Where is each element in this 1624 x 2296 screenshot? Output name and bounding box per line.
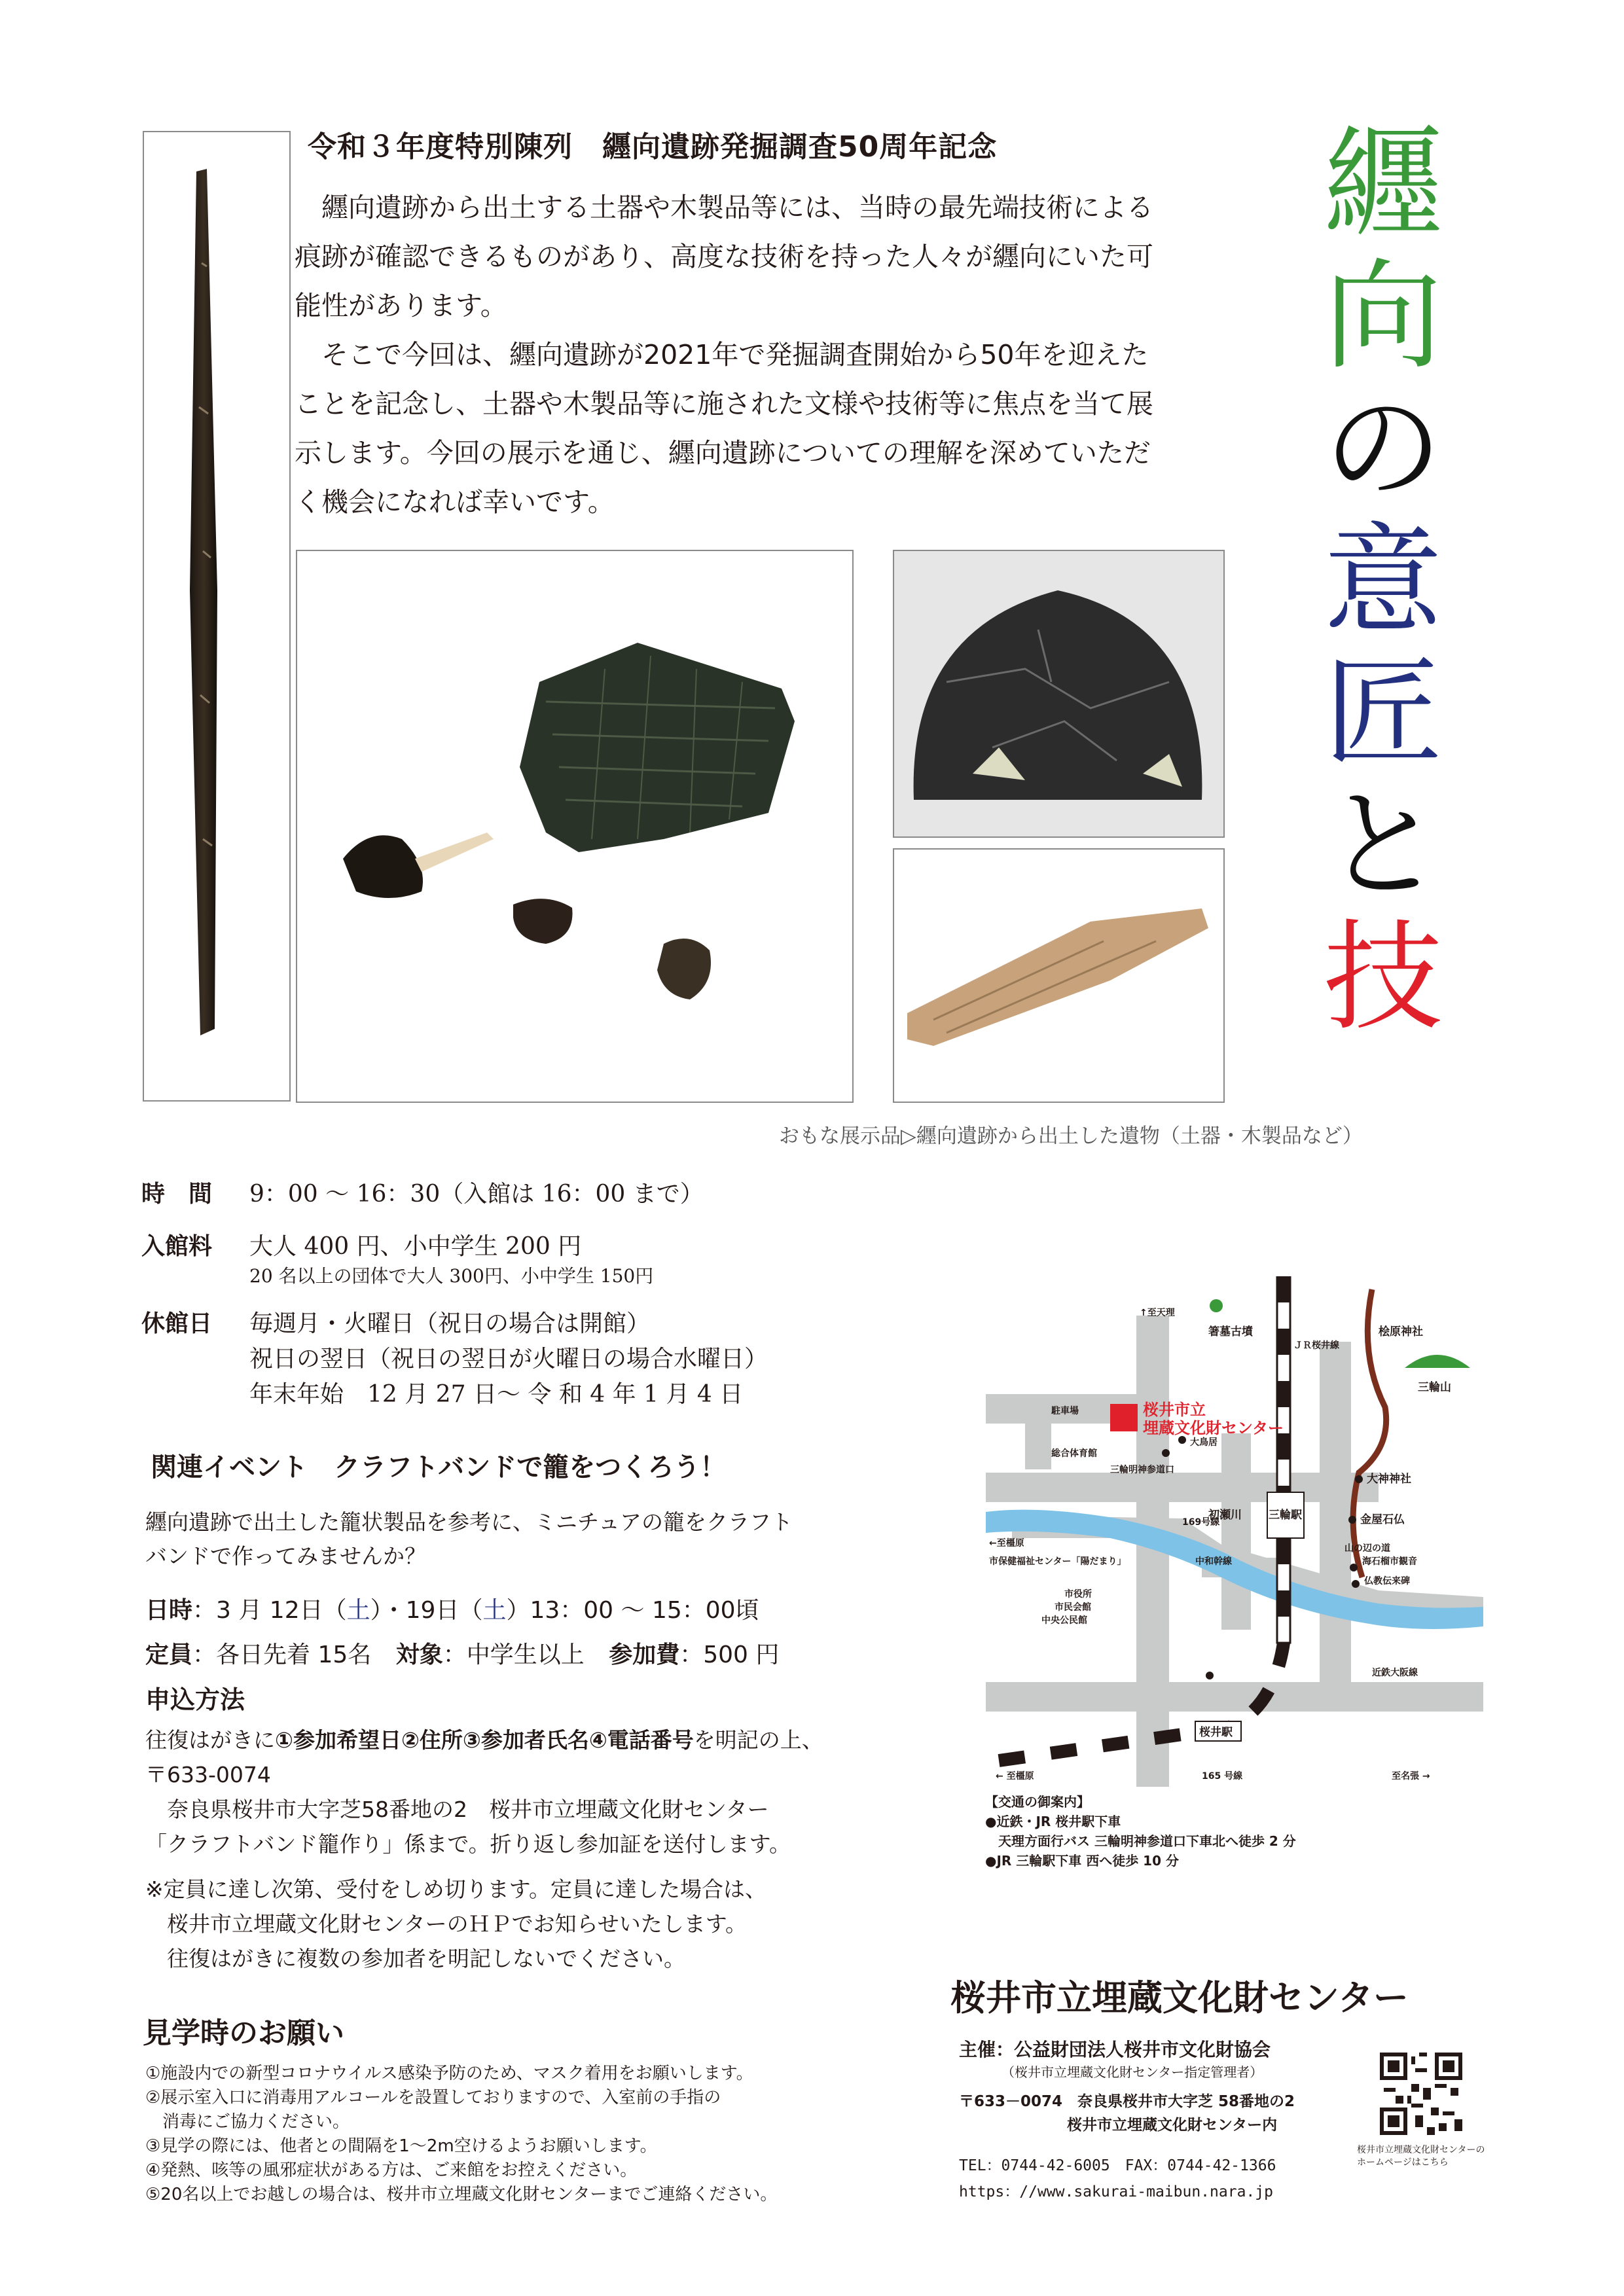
apply-items: ①参加希望日②住所③参加者氏名④電話番号 [275,1727,694,1753]
title-char-7: 技 [1324,908,1443,1047]
title-char-3: の [1324,379,1443,518]
map-label-torii: 大鳥居 [1190,1437,1218,1448]
apply-line: 〒633-0074 [145,1762,271,1787]
organizer-sponsor-note: （桜井市立埋蔵文化財センター指定管理者） [1001,2064,1263,2080]
map-label-parking: 駐車場 [1051,1406,1079,1416]
map-label-tsubaichi: 海石榴市観音 [1362,1556,1417,1567]
capacity-label: 定員 [145,1641,193,1668]
map-label-nakawa: 中和幹線 [1195,1556,1232,1567]
access-heading: 【交通の御案内】 [985,1794,1090,1810]
organizer-address2: 桜井市立埋蔵文化財センター内 [1067,2117,1278,2134]
event-date-mid: ）・19日（ [370,1597,483,1624]
note-line: 往復はがきに複数の参加者を明記しないでください。 [145,1946,685,1971]
qr-caption [1357,2144,1485,2169]
map-label-jr-line: ＪＲ桜井線 [1293,1340,1339,1351]
map-label-kintetsu: 近鉄大阪線 [1372,1668,1418,1678]
map-label-bukkyo: 仏教伝来碑 [1364,1576,1410,1587]
title-char-6: と [1324,776,1443,914]
qr-caption-line: ホームページはこちら [1357,2157,1449,2168]
map-label-hase: 初瀬川 [1208,1509,1242,1522]
closed-label: 休館日 [141,1310,213,1337]
organizer-sponsor: 主催：公益財団法人桜井市文化財協会 [959,2039,1271,2060]
target-label: 対象 [395,1641,443,1668]
event-heading: 関連イベント クラフトバンドで籠をつくろう！ [151,1452,727,1482]
target-value: ：中学生以上 [442,1641,585,1668]
request-item: ④発熱、咳等の風邪症状がある方は、ご来館をお控えください。 [145,2161,638,2180]
apply-line: 奈良県桜井市大字芝58番地の2 桜井市立埋蔵文化財センター [145,1797,769,1822]
map-label-kominkan: 中央公民館 [1041,1615,1087,1626]
apply-heading: 申込方法 [145,1685,245,1714]
access-line: ●近鉄・JR 桜井駅下車 [985,1814,1121,1829]
fee-value: 大人 400 円、小中学生 200 円 [249,1233,582,1260]
map-label-miwayama: 三輪山 [1418,1381,1451,1394]
intro-line: く機会になれば幸いです。 [295,486,615,518]
map-label-route165: 165 号線 [1202,1771,1243,1782]
note-line: ※定員に達し次第、受付をしめ切ります。定員に達した場合は、 [145,1876,767,1902]
access-map [986,1276,1483,1787]
cost-label: 参加費 [609,1641,680,1668]
map-label-miwa-station: 三輪駅 [1269,1509,1302,1522]
request-item: ①施設内での新型コロナウイルス感染予防のため、マスク着用をお願いします。 [145,2064,753,2083]
request-item: ⑤20名以上でお越しの場合は、桜井市立埋蔵文化財センターまでご連絡ください。 [145,2185,778,2204]
capacity-value: ：各日先着 15名 [192,1641,372,1668]
time-value: 9：00 ～ 16：30（入館は 16：00 まで） [249,1181,704,1208]
request-item: ②展示室入口に消毒用アルコールを設置しておりますので、入室前の手指の [145,2088,721,2108]
title-char-4: 意 [1324,511,1443,650]
event-description [145,1505,793,1573]
event-date-label: 日時 [145,1597,193,1624]
intro-line: 能性があります。 [295,290,507,321]
apply-text: 往復はがきに [145,1727,275,1753]
apply-text: を明記の上、 [693,1727,823,1753]
event-date-row [145,1592,759,1625]
event-capacity-row [145,1636,779,1670]
request-item: 消毒にご協力ください。 [145,2112,350,2132]
map-label-hibara: 桧原神社 [1379,1325,1423,1338]
qr-code[interactable] [1380,2053,1462,2135]
organizer-name: 桜井市立埋蔵文化財センター [950,1977,1409,2018]
intro-line: ことを記念し、土器や木製品等に施された文様や技術等に焦点を当て展 [295,388,1153,420]
intro-line: 痕跡が確認できるものがあり、高度な技術を持った人々が纒向にいた可 [295,241,1153,272]
map-label-yamanobe: 山の辺の道 [1344,1543,1390,1554]
event-desc-line: 纒向遺跡で出土した籠状製品を参考に、ミニチュアの籠をクラフト [145,1509,793,1535]
request-list [145,2062,777,2207]
pottery-image [894,551,1223,836]
map-label-sakurai-station: 桜井駅 [1199,1726,1233,1739]
map-label-kashihara2: ← 至橿原 [996,1771,1034,1782]
intro-line: そこで今回は、纒向遺跡が2021年で発掘調査開始から50年を迎えた [295,339,1149,370]
artifacts-image [297,551,852,1102]
apply-line: 「クラフトバンド籠作り」係まで。折り返し参加証を送付します。 [145,1831,791,1857]
map-label-kashihara1: ←至橿原 [989,1538,1024,1549]
event-date-value: ：3 月 12日（ [192,1597,347,1624]
photo-artifacts [296,550,854,1103]
wooden-stick-image [144,132,289,1100]
access-line: ●JR 三輪駅下車 西へ徒歩 10 分 [985,1853,1179,1869]
map-label-welfare: 市保健福祉センター「陽だまり」 [989,1556,1127,1567]
apply-notes [145,1872,767,1976]
map-label-gym: 総合体育館 [1051,1448,1097,1459]
map-label-nabari: 至名張 → [1392,1771,1430,1782]
map-label-north: ↑至天理 [1140,1308,1175,1318]
photo-wooden-stick [143,131,291,1102]
map-label-center2: 埋蔵文化財センター [1143,1419,1284,1437]
map-label-cityhall: 市役所 [1064,1589,1092,1600]
map-label-kanaya: 金屋石仏 [1360,1513,1405,1526]
intro-line: 示します。今回の展示を通じ、纒向遺跡についての理解を深めていただ [295,437,1151,469]
event-date-sat: 土 [346,1597,370,1624]
title-char-2: 向 [1324,247,1443,386]
organizer-phone: TEL：0744-42-6005 FAX：0744-42-1366 [959,2157,1276,2174]
map-label-center1: 桜井市立 [1143,1401,1206,1419]
closed-line: 毎週月・火曜日（祝日の場合は開館） [249,1310,651,1337]
closed-line: 年末年始 12 月 27 日～ 令 和 4 年 1 月 4 日 [249,1381,744,1408]
map-label-sando: 三輪明神参道口 [1110,1465,1174,1475]
cost-value: ：500 円 [679,1641,780,1668]
plank-image [894,850,1223,1102]
intro-paragraph [295,183,1153,527]
intro-line: 纒向遺跡から出土する土器や木製品等には、当時の最先端技術による [295,192,1153,223]
apply-line [145,1723,823,1757]
event-date-end: ）13：00 ～ 15：00頃 [506,1597,759,1624]
access-line: 天理方面行バス 三輪明神参道口下車北へ徒歩 2 分 [985,1833,1296,1849]
title-char-1: 纒 [1324,115,1443,253]
map-label-route169: 169号線 [1182,1517,1220,1528]
map-label-hashihaka: 箸墓古墳 [1208,1325,1253,1338]
closed-line: 祝日の翌日（祝日の翌日が火曜日の場合水曜日） [249,1346,768,1372]
time-label: 時 間 [141,1180,213,1208]
photo-wooden-plank [893,848,1225,1103]
title-char-5: 匠 [1324,643,1443,782]
organizer-url[interactable]: https：//www.sakurai-maibun.nara.jp [959,2183,1273,2200]
fee-note: 20 名以上の団体で大人 300円、小中学生 150円 [249,1265,654,1287]
exhibit-caption: おもな展示品▷纒向遺跡から出土した遺物（土器・木製品など） [779,1124,1363,1148]
qr-caption-line: 桜井市立埋蔵文化財センターの [1357,2145,1485,2155]
apply-body [145,1723,823,1861]
map-label-omiwa: 大神神社 [1367,1473,1411,1486]
event-date-sat: 土 [482,1597,507,1624]
map-label-civic: 市民会館 [1055,1602,1091,1613]
fee-label: 入館料 [141,1232,213,1260]
request-heading: 見学時のお願い [143,2017,344,2050]
photo-pottery [893,550,1225,838]
request-item: ③見学の際には、他者との間隔を1～2m空けるようお願いします。 [145,2136,657,2156]
access-info [985,1792,1296,1871]
organizer-postal: 〒633－0074 奈良県桜井市大字芝 58番地の2 [959,2093,1295,2110]
note-line: 桜井市立埋蔵文化財センターのＨＰでお知らせいたします。 [145,1911,748,1937]
exhibition-subtitle: 令和３年度特別陳列 纒向遺跡発掘調査50周年記念 [308,130,998,164]
event-desc-line: バンドで作ってみませんか？ [145,1543,426,1569]
